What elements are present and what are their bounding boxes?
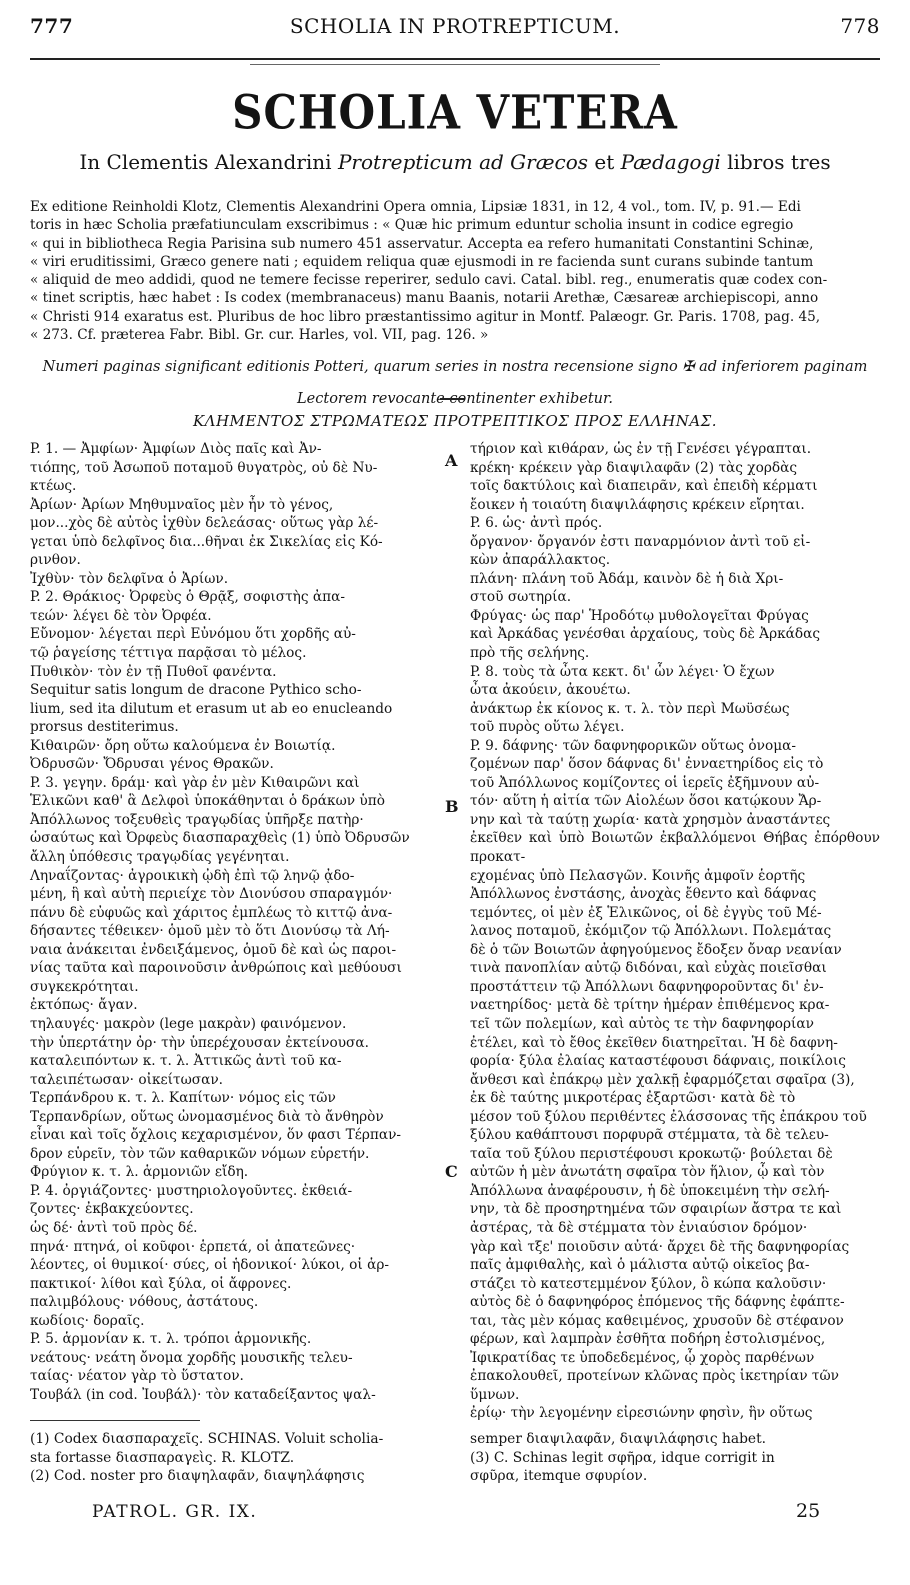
intro-line: toris in hæc Scholia præfatiunculam exscribimus : « Quæ hic primum eduntur scholia insunt in codice egregio: [30, 217, 794, 234]
right-column-line: ἐκ δὲ ταύτης μικροτέρας ἐξαρτῶσι· κατὰ δὲ τὸ: [470, 1090, 796, 1107]
subtitle-italic: Pædagogi: [620, 150, 721, 174]
right-column-line: P. 6. ὡς· ἀντὶ πρός.: [470, 515, 603, 532]
right-column-line: τεῖ τῶν πολεμίων, καὶ αὐτὸς τε τὴν δαφνηφορίαν: [470, 1015, 814, 1032]
left-column-line: ναια ἀνάκειται ἐνδειξάμενος, ὁμοῦ δὲ καὶ ὡς παροι-: [30, 941, 397, 958]
footnote-rule: [30, 1420, 200, 1421]
right-column-line: ἀστέρας, τὰ δὲ στέμματα τὸν ἐνιαύσιον δρόμον·: [470, 1219, 808, 1236]
right-column-line: τοῖς δακτύλοις καὶ διαπειρᾶν, καὶ ἐπειδὴ κέρματι: [470, 478, 818, 495]
right-column-line: ναετηρίδος· μετὰ δὲ τρίτην ἡμέραν ἐπιθέμενος κρα-: [470, 997, 830, 1014]
right-column-line: ὕμνων.: [470, 1386, 520, 1403]
footnote-line: (3) C. Schinas legit σφῆρα, idque corrigit in: [470, 1449, 775, 1466]
right-column-line: ὄργανον· ὄργανόν ἐστι παναρμόνιον ἀντὶ τοῦ εἰ-: [470, 533, 811, 550]
right-column-line: Ἀπόλλωνα ἀναφέρουσιν, ἡ δὲ ὑποκειμένη τὴν σελή-: [470, 1182, 830, 1199]
left-column-line: νίας ταῦτα καὶ παροινοῦσιν ἀνθρώποις καὶ μεθύουσι: [30, 960, 402, 977]
intro-line: « aliquid de meo addidi, quod ne temere fecisse reperirer, sedulo cavi. Catal. bibl. reg., enumeratis quæ codex con-: [30, 272, 828, 289]
right-column-line: λανος ποταμοῦ, ἐκόμιζον τῷ Ἀπόλλωνι. Πολεμάτας: [470, 923, 832, 940]
left-column-line: τῷ ῥαγείσης τέττιγα παρᾷσαι τὸ μέλος.: [30, 645, 307, 662]
right-column-line: τόν· αὕτη ἡ αἰτία τῶν Αἰολέων ὅσοι κατῴκουν Ἄρ-: [470, 793, 822, 810]
intro-line: « 273. Cf. præterea Fabr. Bibl. Gr. cur. Harles, vol. VII, pag. 126. »: [30, 327, 489, 344]
left-column-line: δήσαντες τέθεικεν· ὁμοῦ μὲν τὸ ὅτι Διονύσῳ τὰ Λή-: [30, 923, 390, 940]
left-column: [30, 440, 440, 1404]
right-column-line: ἐκεῖθεν καὶ ὑπὸ Βοιωτῶν ἐκβαλλόμενοι Θήβας ἐπόρθουν προκατ-: [470, 830, 880, 866]
left-column-line: Τερπάνδρου κ. τ. λ. Καπίτων· νόμος εἰς τῶν: [30, 1090, 336, 1107]
right-column-line: γὰρ καὶ τξε' ποιοῦσιν αὐτά· ἄρχει δὲ τῆς δαφνηφορίας: [470, 1238, 850, 1255]
potter-note-line: Lectorem revocante continenter exhibetur.: [297, 391, 613, 407]
right-column-line: ται, τὰς μὲν κόμας καθειμένος, χρυσοῦν δὲ στέφανον: [470, 1312, 844, 1329]
right-column-line: προστάττειν τῷ Ἀπόλλωνι δαφνηφοροῦντας δι' ἐν-: [470, 978, 824, 995]
right-column-line: ἐπακολουθεῖ, προτείνων κλῶνας πρὸς ἱκετηρίαν τῶν: [470, 1368, 839, 1385]
margin-letter-a: A: [445, 451, 458, 470]
left-column-line: εἶναι καὶ τοῖς ὄχλοις κεχαρισμένον, ὅν φασι Τέρπαν-: [30, 1127, 402, 1144]
right-column-line: πρὸ τῆς σελήνης.: [470, 645, 590, 662]
left-column-line: P. 2. Θράκιος· Ὀρφεὺς ὁ Θρᾷξ, σοφιστὴς ἀπα-: [30, 589, 345, 606]
left-column-line: ὡσαύτως καὶ Ὀρφεὺς διασπαραχθεὶς (1) ὑπὸ Ὀδρυσῶν: [30, 830, 410, 847]
right-column-line: αὐτὸς δὲ ὁ δαφνηφόρος ἑπόμενος τῆς δάφνης ἐφάπτε-: [470, 1294, 845, 1311]
left-column-line: πάνυ δὲ εὐφυῶς καὶ χάριτος ἐμπλέως τὸ κιττῷ ἀνα-: [30, 904, 393, 921]
main-title: SCHOLIA VETERA: [232, 85, 678, 140]
subtitle-part: In Clementis Alexandrini: [79, 150, 338, 174]
left-column-line: Κιθαιρῶν· ὄρη οὕτω καλούμενα ἐν Βοιωτίᾳ.: [30, 737, 336, 754]
left-column-line: ἄλλη ὑπόθεσις τραγῳδίας γεγένηται.: [30, 849, 290, 866]
left-column-line: πηνά· πτηνά, οἱ κοῦφοι· ἑρπετά, οἱ ἀπατεῶνες·: [30, 1238, 356, 1255]
header-rule: [30, 58, 880, 60]
left-column-line: τιόπης, τοῦ Ἀσωποῦ ποταμοῦ θυγατρὸς, οὐ δὲ Νυ-: [30, 459, 378, 476]
left-column-line: P. 3. γεγην. δράμ· καὶ γὰρ ἐν μὲν Κιθαιρῶνι καὶ: [30, 774, 360, 791]
signature-mark: 25: [796, 1500, 821, 1522]
left-column-line: ζοντες· ἐκβακχεύοντες.: [30, 1201, 194, 1218]
right-column-line: δὲ ὁ τῶν Βοιωτῶν ἀφηγούμενος ἔδοξεν ὄναρ νεανίαν: [470, 941, 842, 958]
subtitle-part: et: [588, 150, 621, 174]
header-rule-thin: [250, 64, 660, 65]
running-title: SCHOLIA IN PROTREPTICUM.: [289, 14, 621, 38]
right-column-line: τινὰ πανοπλίαν αὐτῷ διδόναι, καὶ εὐχὰς ποιεῖσθαι: [470, 960, 827, 977]
left-column-line: νεάτους· νεάτη ὄνομα χορδῆς μουσικῆς τελευ-: [30, 1349, 353, 1366]
right-column-line: πλάνη· πλάνη τοῦ Ἀδάμ, καινὸν δὲ ἡ διὰ Χρι-: [470, 570, 784, 587]
greek-section-title: ΚΛΗΜΕΝΤΟΣ ΣΤΡΩΜΑΤΕΩΣ ΠΡΟΤΡΕΠΤΙΚΟΣ ΠΡΟΣ ΕΛΛΗΝΑΣ.: [192, 412, 718, 430]
right-column-line: αὐτῶν ἡ μὲν ἀνωτάτη σφαῖρα τὸν ἥλιον, ᾧ καὶ τὸν: [470, 1164, 825, 1181]
right-column-line: ἔοικεν ἡ τοιαύτη διαψιλάφησις κρέκειν εἴρηται.: [470, 496, 805, 513]
left-column-line: Εὔνομον· λέγεται περὶ Εὐνόμου ὅτι χορδῆς αὐ-: [30, 626, 356, 643]
left-column-line: Ἀρίων· Ἀρίων Μηθυμναῖος μὲν ἦν τὸ γένος,: [30, 496, 334, 513]
left-column-line: ὡς δέ· ἀντὶ τοῦ πρὸς δέ.: [30, 1219, 198, 1236]
right-column-line: τοῦ Ἀπόλλωνος κομίζοντες οἱ ἱερεῖς ἐξῆμνουν αὐ-: [470, 774, 820, 791]
right-column-line: τεμόντες, οἱ μὲν ἐξ Ἑλικῶνος, οἱ δὲ ἐγγὺς τοῦ Μέ-: [470, 904, 822, 921]
left-column-line: καταλειπόντων κ. τ. λ. Ἀττικῶς ἀντὶ τοῦ κα-: [30, 1053, 342, 1070]
right-column-line: ἀνάκτωρ ἐκ κίονος κ. τ. λ. τὸν περὶ Μωϋσέως: [470, 700, 790, 717]
subtitle: [0, 150, 910, 174]
footnotes-right: [470, 1430, 880, 1486]
right-column-line: Ἰφικρατίδας τε ὑποδεδεμένος, ᾧ χορὸς παρθένων: [470, 1349, 815, 1366]
subtitle-italic: Protrepticum ad Græcos: [337, 150, 589, 174]
left-column-line: πακτικοί· λίθοι καὶ ξύλα, οἱ ἄφρονες.: [30, 1275, 292, 1292]
left-column-line: δρον εὑρεῖν, τὸν τῶν καθαρικῶν νόμων εὑρετήν.: [30, 1145, 370, 1162]
footnote-line: semper διαψιλαφᾶν, διαψιλάφησις habet.: [470, 1431, 766, 1447]
left-column-line: ταίας· νέατον γὰρ τὸ ὕστατον.: [30, 1368, 244, 1385]
right-column-line: παῖς ἀμφιθαλὴς, καὶ ὁ μάλιστα αὐτῷ οἰκεῖος βα-: [470, 1257, 810, 1274]
margin-letter-b: B: [445, 797, 459, 816]
left-column-line: γεται ὑπὸ δελφῖνος δια...θῆναι ἐκ Σικελίας εἰς Κό-: [30, 533, 383, 550]
introduction: [30, 198, 880, 344]
right-column-line: P. 8. τοὺς τὰ ὦτα κεκτ. δι' ὧν λέγει· Ὁ ἔχων: [470, 663, 775, 680]
left-column-line: συγκεκρότηται.: [30, 978, 139, 995]
left-column-line: ἐκτόπως· ἄγαν.: [30, 997, 138, 1014]
left-column-line: μένη, ἣ καὶ αὐτὴ περιείχε τὸν Διονύσου σπαραγμόν·: [30, 886, 393, 903]
right-column-line: τοῦ πυρὸς οὕτω λέγει.: [470, 719, 625, 736]
right-column-line: νην καὶ τὰ ταύτῃ χωρία· κατὰ χρησμὸν ἀναστάντες: [470, 811, 831, 828]
right-column-line: ταῖα τοῦ ξύλου περιστέφουσι κροκωτῷ· βούλεται δὲ: [470, 1145, 833, 1162]
right-column-line: Ἀπόλλωνος ἐνστάσης, ἀνοχὰς ἔθεντο καὶ δάφνας: [470, 886, 817, 903]
left-column-line: Sequitur satis longum de dracone Pythico scho-: [30, 682, 362, 699]
potter-note: [30, 343, 880, 423]
right-column: [470, 440, 880, 1423]
left-column-line: Τουβάλ (in cod. Ἰουβάλ)· τὸν καταδείξαντος ψαλ-: [30, 1386, 376, 1403]
margin-letter-c: C: [445, 1162, 458, 1181]
right-column-line: ξύλου καθάπτουσι πορφυρᾶ στέμματα, τὰ δὲ τελευ-: [470, 1127, 829, 1144]
left-column-line: ταλειπέτωσαν· οἰκείτωσαν.: [30, 1071, 223, 1088]
subtitle-part: libros tres: [720, 150, 831, 174]
potter-note-line: Numeri paginas significant editionis Potteri, quarum series in nostra recensione signo ✠ ad inferiorem paginam: [42, 358, 868, 375]
footnote-line: σφῦρα, itemque σφυρίον.: [470, 1468, 648, 1485]
right-column-line: φορία· ξύλα ἐλαίας καταστέφουσι δάφναις, ποικίλοις: [470, 1053, 846, 1070]
left-column-line: τηλαυγές· μακρὸν (lege μακρὰν) φαινόμενον.: [30, 1015, 347, 1032]
footnote-line: (2) Cod. noster pro διαψηλαφᾶν, διαψηλάφησις: [30, 1468, 365, 1485]
footnotes-left: [30, 1430, 440, 1486]
left-column-line: τεών· λέγει δὲ τὸν Ὀρφέα.: [30, 607, 212, 624]
right-column-line: ἐτέλει, καὶ τὸ ἔθος ἐκεῖθεν διατηρεῖται. Ἡ δὲ δαφνη-: [470, 1034, 838, 1051]
left-column-line: Τερπανδρίων, οὕτως ὠνομασμένος διὰ τὸ ἄνθηρὸν: [30, 1108, 384, 1125]
series-footer: PATROL. GR. IX.: [92, 1502, 258, 1522]
intro-line: « qui in bibliotheca Regia Parisina sub numero 451 asservatur. Accepta ea refero humanitati Constantini Schinæ,: [30, 235, 814, 252]
left-column-line: prorsus destiterimus.: [30, 719, 179, 736]
left-column-line: Πυθικὸν· τὸν ἐν τῇ Πυθοῖ φανέντα.: [30, 663, 277, 680]
left-column-line: παλιμβόλους· νόθους, ἀστάτους.: [30, 1294, 259, 1311]
left-column-line: μον...χὸς δὲ αὐτὸς ἰχθὺν δελεάσας· οὕτως γὰρ λέ-: [30, 515, 379, 532]
right-column-line: τήριον καὶ κιθάραν, ὡς ἐν τῇ Γενέσει γέγραπται.: [470, 441, 812, 457]
intro-line: « viri eruditissimi, Græco genere nati ; equidem reliqua quæ ejusmodi in re facienda sunt curans subinde tantum: [30, 253, 814, 270]
left-column-line: Φρύγιον κ. τ. λ. ἁρμονιῶν εἴδη.: [30, 1164, 249, 1181]
footnote-line: sta fortasse διασπαραγεὶς. R. KLOTZ.: [30, 1449, 295, 1466]
left-column-line: λέοντες, οἱ θυμικοί· σύες, οἱ ἡδονικοί· λύκοι, οἱ ἁρ-: [30, 1257, 390, 1274]
left-column-line: Ἀπόλλωνος τοξευθεὶς τραγῳδίας ὑπῆρξε πατὴρ·: [30, 811, 364, 828]
right-column-line: ἐρίῳ· τὴν λεγομένην εἰρεσιώνην φησὶν, ἣν οὕτως: [470, 1405, 813, 1422]
right-column-line: ζομένων παρ' ὅσον δάφνας δι' ἐνναετηρίδος εἰς τὸ: [470, 756, 824, 773]
left-column-line: P. 1. — Ἀμφίων· Ἀμφίων Διὸς παῖς καὶ Ἀν-: [30, 441, 322, 457]
right-column-line: ὦτα ἀκούειν, ἀκουέτω.: [470, 682, 631, 699]
left-column-line: κτέως.: [30, 478, 77, 495]
left-column-line: κωδίοις· δοραῖς.: [30, 1312, 145, 1329]
page-number-right: 778: [840, 14, 880, 38]
intro-line: « tinet scriptis, hæc habet : Is codex (membranaceus) manu Baanis, notarii Arethæ, Cæsareæ archiepiscopi, anno: [30, 290, 819, 307]
intro-line: « Christi 914 exaratus est. Pluribus de hoc libro præstantissimo agitur in Montf. Palæogr. Gr. Paris. 1708, pag. 45,: [30, 308, 821, 325]
page-number-left: 777: [30, 14, 74, 38]
running-head: [30, 14, 880, 40]
right-column-line: καὶ Ἀρκάδας γενέσθαι ἀρχαίους, τοὺς δὲ Ἀρκάδας: [470, 626, 821, 643]
footnote-line: (1) Codex διασπαραχεῖς. SCHINAS. Voluit scholia-: [30, 1431, 384, 1447]
right-column-line: μέσον τοῦ ξύλου περιθέντες ἐλάσσονας τῆς ἐπάκρου τοῦ: [470, 1108, 867, 1125]
left-column-line: ρινθον.: [30, 552, 81, 569]
left-column-line: Ἰχθὺν· τὸν δελφῖνα ὁ Ἀρίων.: [30, 570, 229, 587]
left-column-line: lium, sed ita dilutum et erasum ut ab eo enucleando: [30, 700, 393, 717]
intro-line: Ex editione Reinholdi Klotz, Clementis Alexandrini Opera omnia, Lipsiæ 1831, in 12, 4 vol., tom. IV, p. 91.— Edi: [30, 199, 801, 215]
right-column-line: νην, τὰ δὲ προσηρτημένα τῶν σφαιρίων ἄστρα τε καὶ: [470, 1201, 842, 1218]
left-column-line: P. 5. ἁρμονίαν κ. τ. λ. τρόποι ἁρμονικῆς.: [30, 1331, 312, 1348]
right-column-line: P. 9. δάφνης· τῶν δαφνηφορικῶν οὕτως ὀνομα-: [470, 737, 796, 754]
right-column-line: Φρύγας· ὡς παρ' Ἡροδότῳ μυθολογεῖται Φρύγας: [470, 607, 809, 624]
right-column-line: κὼν ἀπαράλλακτος.: [470, 552, 611, 569]
left-column-line: Ὀδρυσῶν· Ὄδρυσαι γένος Θρακῶν.: [30, 756, 274, 773]
right-column-line: κρέκη· κρέκειν γὰρ διαψιλαφᾶν (2) τὰς χορδὰς: [470, 459, 798, 476]
left-column-line: Ἑλικῶνι καθ' ἃ Δελφοὶ ὑποκάθηνται ὁ δράκων ὑπὸ: [30, 793, 385, 810]
right-column-line: ἄνθεσι καὶ ἐπάκρῳ μὲν χαλκῇ ἐφαρμόζεται σφαῖρα (3),: [470, 1071, 855, 1088]
right-column-line: στοῦ σωτηρία.: [470, 589, 572, 606]
left-column-line: τὴν ὑπερτάτην ὀρ· τὴν ὑπερέχουσαν ἐκτείνουσα.: [30, 1034, 369, 1051]
right-column-line: εχομένας ὑπὸ Πελασγῶν. Κοινῆς ἀμφοῖν ἑορτῆς: [470, 867, 806, 884]
separator-rule: [440, 398, 464, 400]
left-column-line: Ληναΐζοντας· ἀγροικικὴ ᾠδὴ ἐπὶ τῷ ληνῷ ᾀδο-: [30, 867, 355, 884]
left-column-line: P. 4. ὀργιάζοντες· μυστηριολογοῦντες. ἐκθειά-: [30, 1182, 353, 1199]
right-column-line: φέρων, καὶ λαμπρὰν ἐσθῆτα ποδήρη ἐστολισμένος,: [470, 1331, 826, 1348]
right-column-line: στάζει τὸ κατεστεμμένον ξύλον, ὃ κώπα καλοῦσιν·: [470, 1275, 827, 1292]
